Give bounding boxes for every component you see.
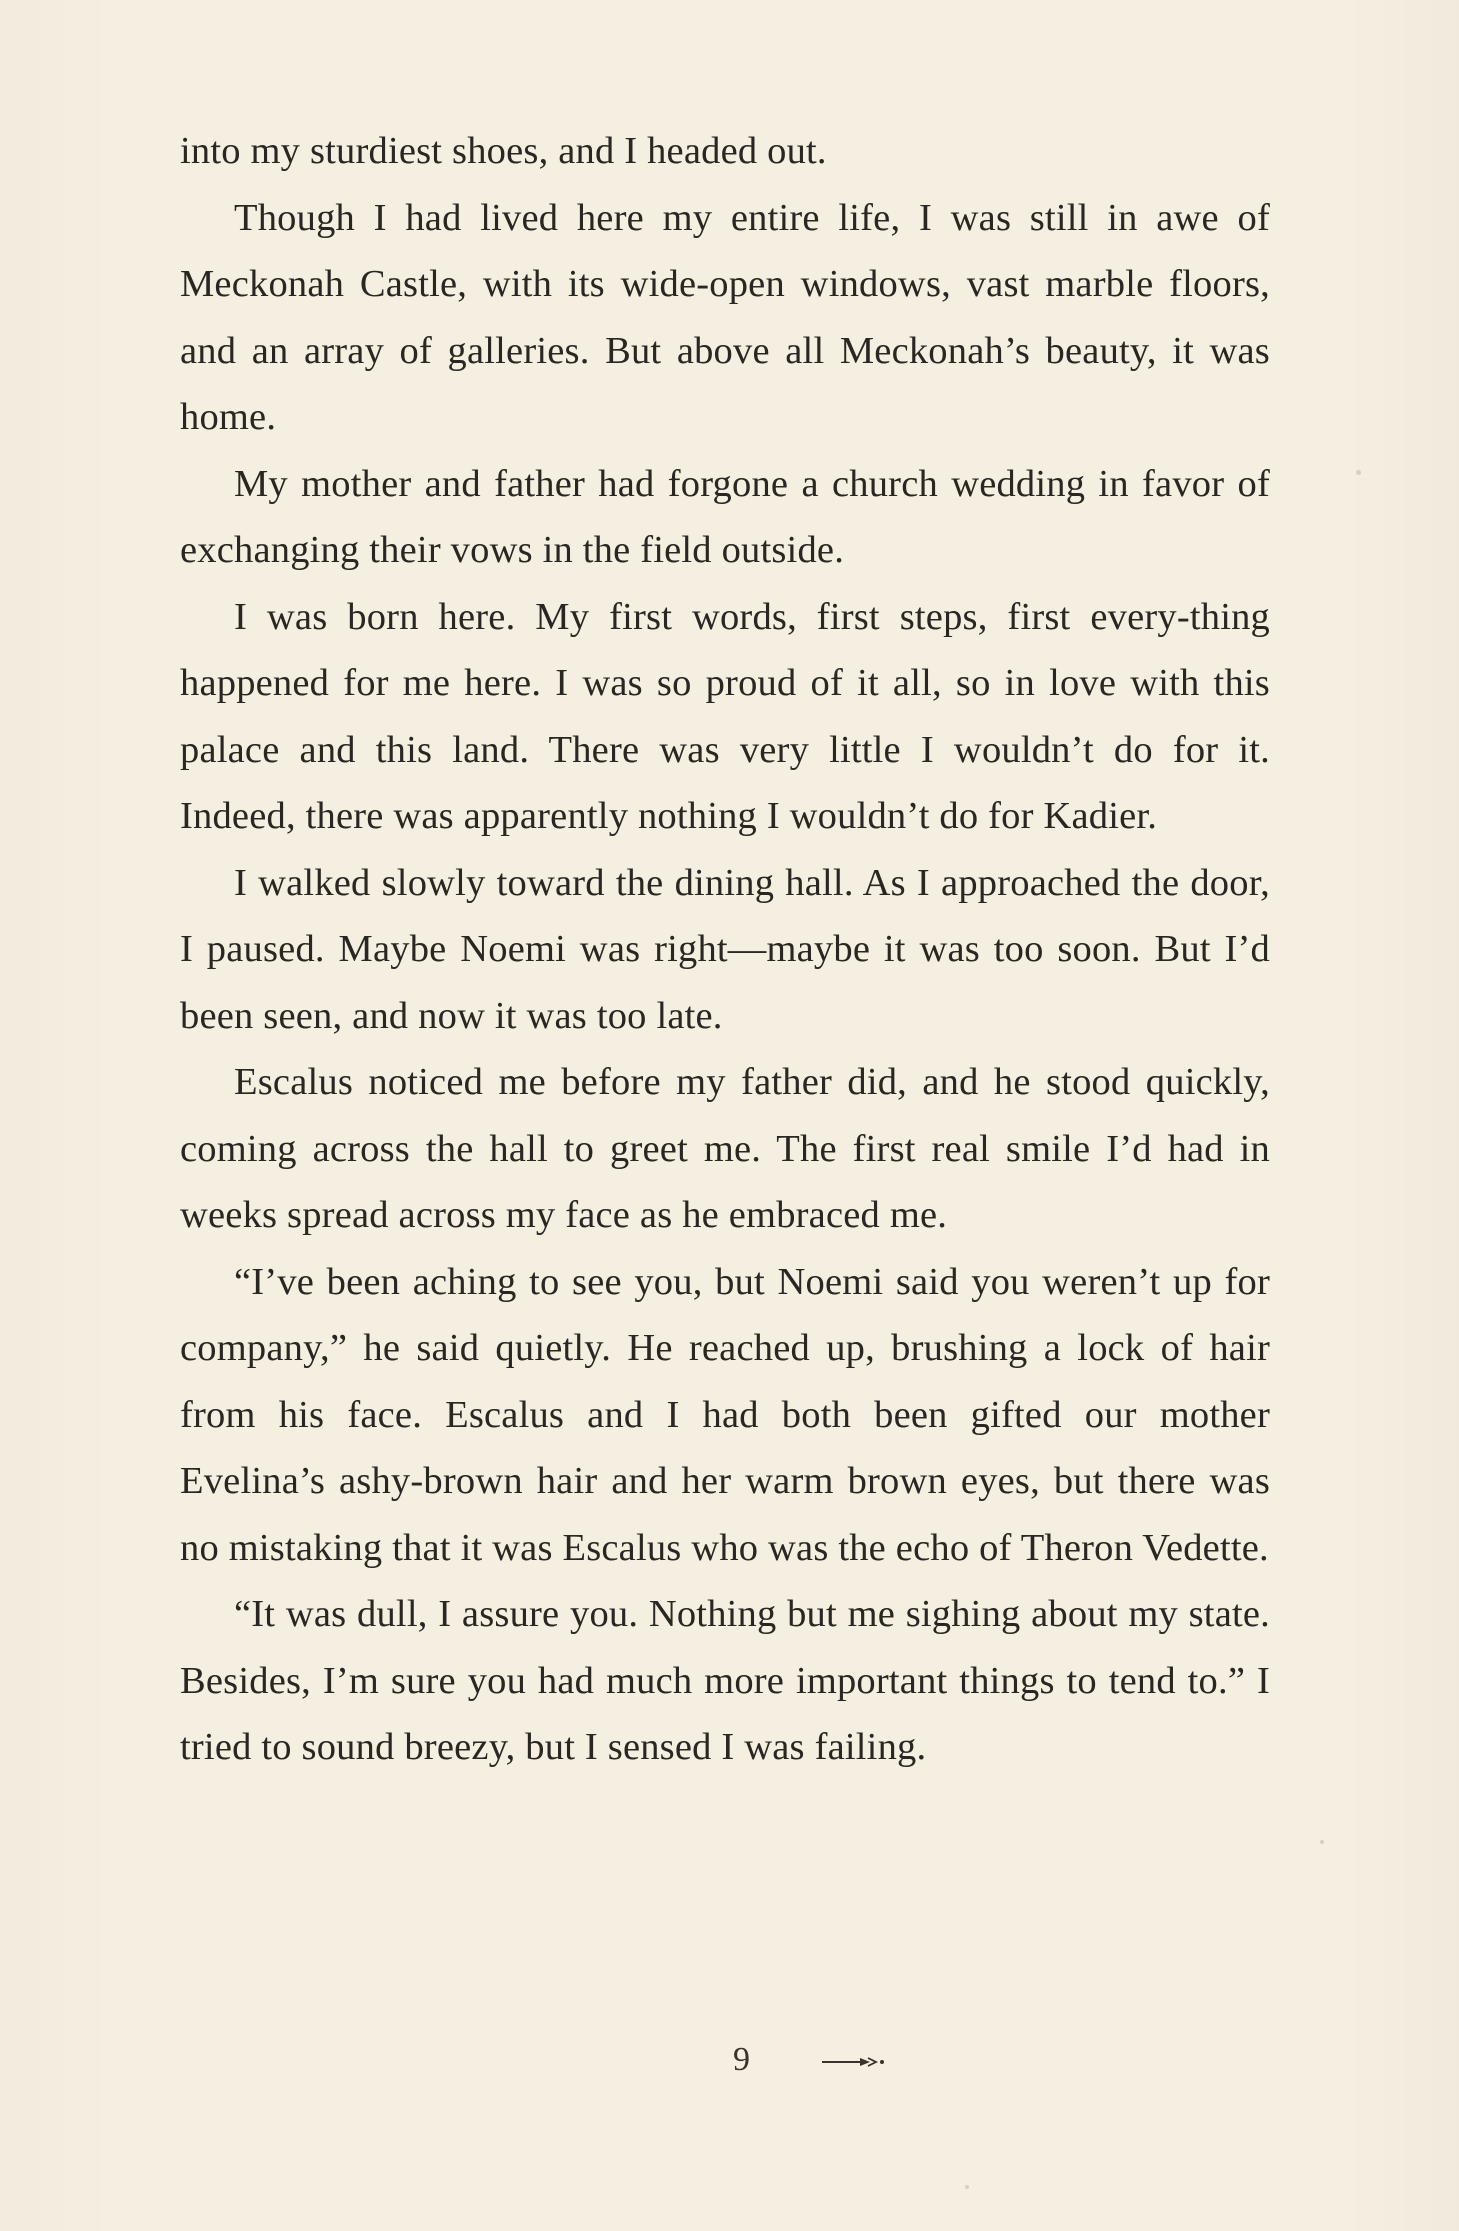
paragraph-6: Escalus noticed me before my father did, and he stood quickly, coming across the hall to greet me. The first real smile I’d had in weeks spread across my face as he embraced me. bbox=[180, 1061, 1270, 1236]
paper-speck bbox=[965, 2185, 969, 2189]
paragraph-2: Though I had lived here my entire life, I was still in awe of Meckonah Castle, with its wide-open windows, vast marble floors, and an array of galleries. But above all Meckonah’s beauty, it was home. bbox=[180, 196, 1270, 438]
paper-speck bbox=[1320, 1840, 1324, 1844]
paragraph-3: My mother and father had forgone a church wedding in favor of exchanging their vows in the field outside. bbox=[180, 462, 1270, 571]
paragraph-8: “It was dull, I assure you. Nothing but me sighing about my state. Besides, I’m sure you had much more important things to tend to.” I tried to sound breezy, but I sensed I was failing. bbox=[180, 1593, 1270, 1768]
body-text bbox=[180, 118, 1270, 1781]
arrow-ornament-icon bbox=[820, 2055, 890, 2069]
paragraph-1: into my sturdiest shoes, and I headed out. bbox=[180, 130, 827, 172]
paragraph-7: “I’ve been aching to see you, but Noemi said you weren’t up for company,” he said quietly. He reached up, brushing a lock of hair from his face. Escalus and I had both been gifted our mother Evelina’s ashy-brown hair and her warm brown eyes, but there was no mistaking that it was Escalus who was the echo of Theron Vedette. bbox=[180, 1260, 1270, 1569]
paper-speck bbox=[1356, 470, 1361, 475]
page-number: 9 bbox=[733, 2041, 750, 2078]
page-footer bbox=[0, 2035, 1459, 2085]
paragraph-4: I was born here. My first words, first steps, first every-thing happened for me here. I was so proud of it all, so in love with this palace and this land. There was very little I wouldn’t do for it. Indeed, there was apparently nothing I wouldn’t do for Kadier. bbox=[180, 595, 1270, 837]
paragraph-5: I walked slowly toward the dining hall. As I approached the door, I paused. Maybe Noemi was right—maybe it was too soon. But I’d been seen, and now it was too late. bbox=[180, 861, 1270, 1037]
